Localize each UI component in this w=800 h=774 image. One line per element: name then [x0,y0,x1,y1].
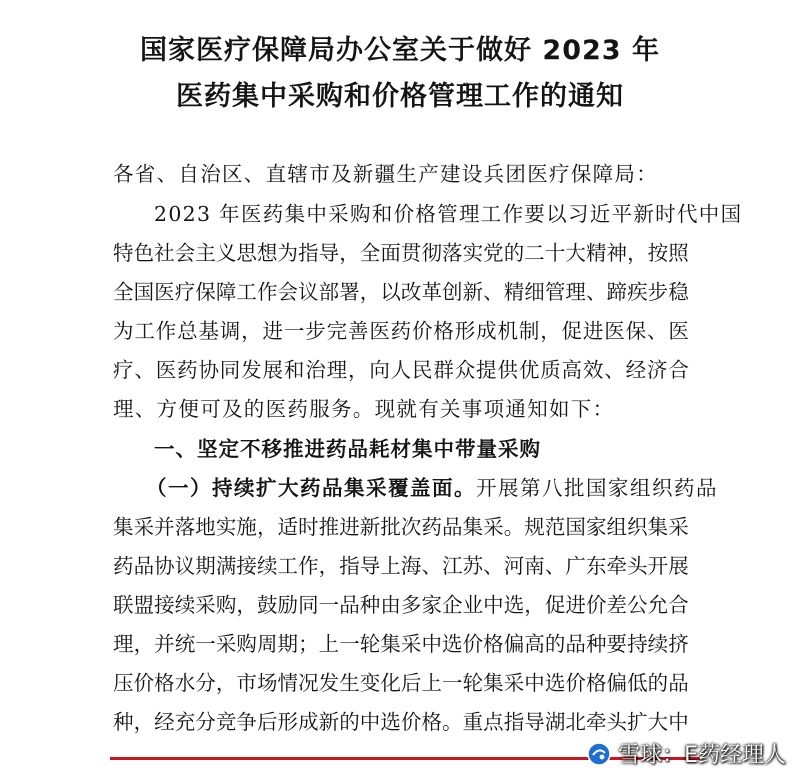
subsection-first-rest: 开展第八批国家组织药品 [476,476,718,500]
snowball-icon [586,741,612,767]
watermark [586,738,786,769]
body-line-3: 联 盟 接 续 采 购 ， 鼓 励 同 一 品 种 由 多 家 企 业 中 选 ， 促 进 价 差 公 允 合 [113,593,689,617]
subsection-lead: （一）持续扩大药品集采覆盖面。 [146,476,476,500]
document-title-line-2: 医药集中采购和价格管理工作的通知 [176,81,624,112]
subsection-first-line [146,474,718,502]
body-line-4: 理 ， 并 统 一 采 购 周 期 ； 上 一 轮 集 采 中 选 价 格 偏 高 的 品 种 要 持 续 挤 [113,632,689,656]
intro-line-6: 理、方便可及的医药服务。现就有关事项通知如下： [113,397,615,421]
document-title-line-1: 国家医疗保障局办公室关于做好 2023 年 [140,35,660,66]
body-line-2: 药 品 协 议 期 满 接 续 工 作 ， 指 导 上 海 、 江 苏 、 河 南 、 广 东 牵 头 开 展 [113,554,689,578]
watermark-text: 雪球：E药经理人 [618,743,786,768]
intro-line-5: 疗 、 医 药 协 同 发 展 和 治 理 ， 向 人 民 群 众 提 供 优 质 高 效 、 经 济 合 [113,358,689,382]
intro-line-4: 为 工 作 总 基 调 ， 进 一 步 完 善 医 药 价 格 形 成 机 制 ， 促 进 医 保 、 医 [113,319,689,343]
body-line-5: 压 价 格 水 分 ， 市 场 情 况 发 生 变 化 后 上 一 轮 集 采 中 选 价 格 偏 低 的 品 [113,671,689,695]
body-line-6: 种 ， 经 充 分 竞 争 后 形 成 新 的 中 选 价 格 。 重 点 指 导 湖 北 牵 头 扩 大 中 [113,710,689,734]
intro-line-1: 2023 年医药集中采购和价格管理工作要以习近平新时代中国 [154,202,743,226]
salutation: 各省、自治区、直辖市及新疆生产建设兵团医疗保障局： [113,162,658,186]
intro-line-2: 特 色 社 会 主 义 思 想 为 指 导 ， 全 面 贯 彻 落 实 党 的 二 十 大 精 神 ， 按 照 [113,241,689,265]
section-heading: 一、坚定不移推进药品耗材集中带量采购 [154,437,541,461]
intro-line-3: 全 国 医 疗 保 障 工 作 会 议 部 署 ， 以 改 革 创 新 、 精 细 管 理 、 蹄 疾 步 稳 [113,280,689,304]
body-line-1: 集 采 并 落 地 实 施 ， 适 时 推 进 新 批 次 药 品 集 采 。 规 范 国 家 组 织 集 采 [113,515,689,539]
